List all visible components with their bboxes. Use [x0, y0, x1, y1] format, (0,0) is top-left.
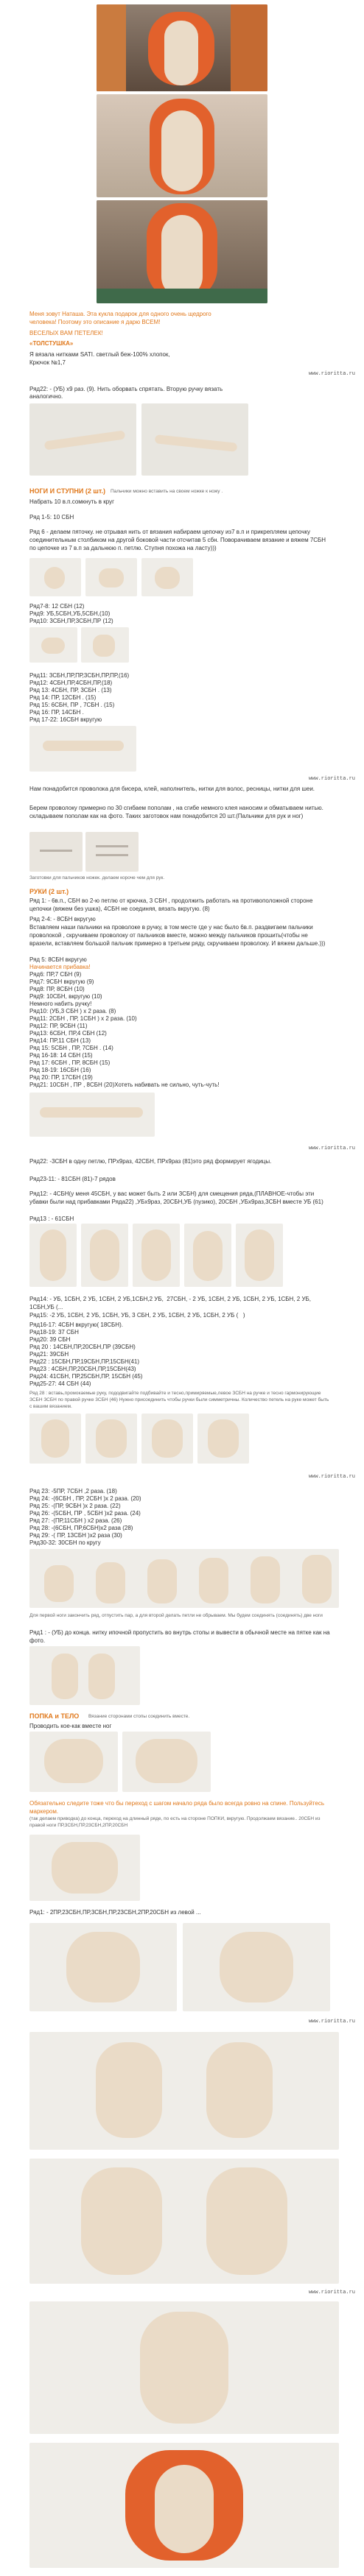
hands-row-11: Ряд14: ПР,11 СБН (13) — [29, 1037, 91, 1044]
body2-row-8: Ряд23 : 4СБН,ПР,20СБН,ПР,15СБН(43) — [29, 1366, 136, 1372]
watermark-2: www.rioritta.ru — [308, 776, 355, 782]
torso-note: Обязательно следите тоже что бы переход с шагом начало ряда было всегда ровно на спине. Пользуйтесь маркером. — [29, 1800, 326, 1815]
hook-text: Крючок №1,7 — [29, 359, 66, 366]
hands-row-17: Ряд21: 10СБН , ПР , 8СБН (20)Хотеть набивать не сильно, чуть-чуть! — [29, 1081, 220, 1088]
body1-p1: Ряд22: -3СБН в одну петлю, ПРх9раз, 42СБН, ПРх9раз (81)это ряд формирует ягодицы. — [29, 1158, 272, 1165]
legs-row-14: Ряд 14: ПР, 12СБН . (15) — [29, 694, 97, 701]
body3-row-4: Ряд 27: -(ПР,11СБН ) х2 раза. (26) — [29, 1517, 122, 1524]
hands-row-15: Ряд 18-19: 16СБН (16) — [29, 1067, 91, 1073]
body2-row-1: Ряд15: -2 УБ, 1СБН, 2 УБ, 1СБН, УБ, 3 СБН, 2 УБ, 1СБН, 2 УБ, 1СБН, 2 УБ ( ) — [29, 1312, 245, 1319]
watermark-1: www.rioritta.ru — [308, 371, 355, 377]
body3-caption: Для первой ноги закончить ряд, отпустить пар, а для второй делать петли не обрываем. Мы будем соединять (соединять) две ноги — [29, 1613, 323, 1618]
hands-p3: Вставляем наши пальчики на проволоке в ручку, в том месте где у нас было 6в.п. раздвигаем пальчики проволокой , скручиваем проволоку от пальчиков вместе, можно между пальчиков прошить(чтобы не вразели, вставляем большой пальчик примерно в третьем ряду, скручиваем проволоку. И вяжем дальше.))) — [29, 924, 326, 947]
extra-photo-2 — [183, 1923, 330, 2011]
hands-row-8: Ряд11: 2СБН , ПР, 1СБН ) х 2 раза. (10) — [29, 1015, 137, 1022]
legs-r6: Ряд 6 - делаем пяточку. не отрывая нить от вязания набираем цепочку из7 в.п и прикрепляем цепочку соединительным столбиком на другой боковой части отсчитав 5 сбн. Поворачиваем вязание и вяжем 7СБН по цепочке из 7 в.п за дальнюю п. петлю. Ступня похожа на ласту))) — [29, 529, 328, 551]
body1-p4: Ряд13 : - 61СБН — [29, 1215, 74, 1222]
hands-row-13: Ряд 16-18: 14 СБН (15) — [29, 1052, 93, 1059]
body2-row-10: Ряд25-27: 44 СБН (44) — [29, 1380, 91, 1387]
torso-photo-1 — [29, 1732, 118, 1792]
body2-note: Ряд 28 : вставь,промокаемые руку, пододвигайте подбивайте и тесно,примиряемые,левое ЗСБН на ручке и тесно гармонирующие ЗСБН ЗСБН по правой ручке 3СБН (46) Нужно присоединить чтобы ручки были симметричны. Количество петель на руке может быть с вашим вязанием. — [29, 1391, 331, 1409]
foot-photo-5 — [81, 627, 129, 663]
legs-final-photo — [29, 1646, 140, 1705]
foot-photo-4 — [29, 627, 77, 663]
hands-row-7: Ряд10: (УБ,3 СБН ) х 2 раза. (8) — [29, 1008, 116, 1014]
body2-row-4: Ряд20: 39 СБН — [29, 1336, 71, 1343]
body-photo-1 — [29, 1224, 77, 1287]
hands-row-4: Ряд8: ПР, 8СБН (10) — [29, 986, 85, 992]
hands-p1: Ряд 1: - 6в.п., СБН во 2-ю петлю от крючка, 3 СБН , продолжить работать на противоположной стороне цепочки (вяжем без ушка), 4СБН не соединяя, вязать вкругую. (8) — [29, 897, 315, 912]
intro-line-2: человека! Поэтому это описание я дарю ВСЕМ! — [29, 319, 161, 325]
wire-p1: Нам понадобится проволока для бисера, клей, наполнитель, нитки для волос, ресницы, нитки для шеи. — [29, 786, 315, 792]
hands-row-16: Ряд 20: ПР, 17СБН (19) — [29, 1074, 93, 1081]
hands-photo — [29, 1093, 155, 1137]
body-photo-2 — [81, 1224, 128, 1287]
legs-header-note: Пальчики можно вставить на своем ножке к ножу . — [111, 489, 223, 494]
hands-row-9: Ряд12: ПР, 9СБН (11) — [29, 1023, 88, 1029]
body2-photo-4 — [197, 1414, 249, 1464]
body3-row-5: Ряд 28: -(6СБН, ПР,6СБН)х2 раза (28) — [29, 1525, 133, 1531]
wire-photo-1 — [29, 832, 83, 872]
torso-last: Ряд1: - 2ПР,23СБН,ПР,3СБН,ПР,23СБН,2ПР,20СБН из левой ... — [29, 1909, 201, 1916]
body-photo-3 — [133, 1224, 180, 1287]
arm-row-22: Ряд22: - (УБ) х9 раз. (9). Нить оборвать спрятать. Вторую ручку вязать — [29, 386, 223, 392]
watermark-5: www.rioritta.ru — [308, 2019, 355, 2025]
body2-row-9: Ряд24: 41СБН, ПР,25СБН,ПР, 15СБН (45) — [29, 1373, 143, 1380]
torso-header: ПОПКА и ТЕЛО — [29, 1712, 80, 1720]
wire-photo-2 — [85, 832, 139, 872]
hands-row-1: Начинается прибавка! — [29, 964, 91, 970]
hands-row-10: Ряд13: 6СБН, ПР,4 СБН (12) — [29, 1030, 107, 1037]
legs-row-photo — [29, 1549, 339, 1608]
intro-line-3: ВЕСЕЛЫХ ВАМ ПЕТЕЛЕК! — [29, 330, 103, 336]
body2-row-5: Ряд 20 : 14СБН,ПР,20СБН,ПР (39СБН) — [29, 1344, 136, 1350]
hands-row-5: Ряд9: 10СБН, вкругую (10) — [29, 993, 102, 1000]
hands-p2: Ряд 2-4: - 8СБН вкругую — [29, 916, 96, 922]
torso-header-note: Вязание сторонами стопы соединить вместе. — [88, 1714, 190, 1719]
doll-photo-1 — [97, 4, 267, 91]
legs-row-13: Ряд 13: 4СБН, ПР, 3СБН . (13) — [29, 687, 112, 694]
hands-row-2: Ряд6: ПР,7 СБН (9) — [29, 971, 82, 978]
legs-start: Набрать 10 в.п.сомкнуть в круг — [29, 498, 114, 505]
legs-row-15: Ряд 15: 6СБН, ПР , 7СБН . (15) — [29, 702, 115, 708]
legs-row-7-8: Ряд7-8: 12 СБН (12) — [29, 603, 85, 610]
legs-r1-5: Ряд 1-5: 10 СБН — [29, 514, 74, 521]
arm-row-22b: аналогично. — [29, 393, 63, 400]
body-photo-5 — [236, 1224, 283, 1287]
legs-row-17-22: Ряд 17-22: 16СБН вкругую — [29, 716, 102, 723]
legs-row-11: Ряд11: 3СБН,ПР,ПР,3СБН,ПР,ПР,(16) — [29, 672, 130, 679]
hands-header: РУКИ (2 шт.) — [29, 888, 69, 895]
hands-row-3: Ряд7: 9СБН вкругую (9) — [29, 978, 94, 985]
hands-row-6: Немного набить ручку! — [29, 1001, 92, 1007]
legs-row-16: Ряд 16: ПР, 14СБН . — [29, 709, 84, 716]
intro-line-1: Меня зовут Наташа. Эта кукла подарок для одного очень щедрого — [29, 311, 211, 317]
extra-photo-1 — [29, 1923, 177, 2011]
wire-p2: Берем проволоку примерно по 30 сгибаем пополам , на сгибе немного клея наносим и обматываем нитью. складываем пополам как на фото. Таких заготовок нам понадобится 20 шт.(Пальчики для рук и ног) — [29, 805, 326, 819]
hands-row-12: Ряд 15: 5СБН , ПР, 7СБН . (14) — [29, 1045, 113, 1051]
foot-photo-3 — [141, 558, 193, 596]
body-photo-4 — [184, 1224, 231, 1287]
yarn-text: Я вязала нитками SATI. светлый беж-100% хлопок, — [29, 351, 170, 358]
extra-photo-4 — [29, 2159, 339, 2284]
legs-row-10: Ряд10: 3СБН,ПР,3СБН,ПР (12) — [29, 618, 113, 624]
extra-photo-6 — [29, 2443, 339, 2568]
body1-p2: Ряд23-11: - 81СБН (81)-7 рядов — [29, 1176, 116, 1182]
pattern-title: «ТОЛСТУШКА» — [29, 340, 74, 347]
body3-row-3: Ряд 26: -(5СБН, ПР , 5СБН )х2 раза. (24) — [29, 1510, 141, 1517]
body3-row-7: Ряд30-32: 30СБН по кругу — [29, 1539, 101, 1546]
body1-p3: Ряд12: - 4СБН(у меня 45СБН, у вас может быть 2 или 3СБН) для смещения ряда,(ПЛАВНОЕ-чтобы эти убавки были над прибавками Ряда22) ,УБх9раз, 20СБН,УБ (пузико), 20СБН ,УБх9раз,3СБН вместе УБ (61) — [29, 1190, 323, 1205]
torso-photo-3 — [29, 1835, 140, 1901]
foot-photo-2 — [85, 558, 137, 596]
wire-caption: Заготовки для пальчиков ножек. делаем короче чем для рук. — [29, 875, 165, 881]
body2-row-0: Ряд14: - УБ, 1СБН, 2 УБ, 1СБН, 2 УБ,1СБН,2 УБ, 27СБН, - 2 УБ, 1СБН, 2 УБ, 1СБН, 2 УБ, 1СБН, 2 УБ, 1СБН,УБ (... — [29, 1296, 313, 1310]
torso-small: (так делаем приводка) до конца, переход на длинный ряде, по есть на стороне ПОПКИ, вкругую. Продолжаем вязание.. 20СБН из правой ноги ПР,3СБН,ПР,23СБН,2ПР,20СБН — [29, 1816, 322, 1828]
hands-row-14: Ряд 17: 6СБН , ПР, 8СБН (15) — [29, 1059, 111, 1066]
body2-photo-3 — [141, 1414, 193, 1464]
body3-row-6: Ряд 29: -( ПР, 13СБН )х2 раза (30) — [29, 1532, 122, 1539]
watermark-4: www.rioritta.ru — [308, 1474, 355, 1480]
legs-header: НОГИ И СТУПНИ (2 шт.) — [29, 487, 105, 495]
watermark-6: www.rioritta.ru — [308, 2290, 355, 2296]
foot-photo-1 — [29, 558, 81, 596]
body3-r1: Ряд1 : - (УБ) до конца. нитку ипочной пропустить во внутрь стопы и вывести в обычной месте на пятке как на фото. — [29, 1629, 332, 1644]
body2-row-3: Ряд18-19: 37 СБН — [29, 1329, 79, 1335]
extra-photo-5 — [29, 2301, 339, 2434]
arm-photo — [29, 403, 136, 476]
body2-row-7: Ряд22 : 15СБН,ПР,19СБН,ПР,15СБН(41) — [29, 1358, 140, 1365]
body2-photo-2 — [85, 1414, 137, 1464]
body3-row-0: Ряд 23: -5ПР, 7СБН ,2 раза. (18) — [29, 1488, 117, 1495]
legs-row-12: Ряд12: 4СБН,ПР,4СБН,ПР,(18) — [29, 680, 113, 686]
body2-row-6: Ряд21: 39СБН — [29, 1351, 69, 1358]
hands-row-0: Ряд 5: 8СБН вкругую — [29, 956, 87, 963]
body3-row-1: Ряд 24: -(6СБН , ПР, 2СБН )х 2 раза. (20) — [29, 1495, 141, 1502]
body3-row-2: Ряд 25: -(ПР, 9СБН )х 2 раза. (22) — [29, 1503, 121, 1509]
legs-photo — [29, 726, 136, 772]
extra-photo-3 — [29, 2032, 339, 2150]
doll-photo-3 — [97, 200, 267, 303]
body2-row-2: Ряд16-17: 4СБН вкругую( 18СБН). — [29, 1321, 123, 1328]
torso-p1: Проводить кое-как вместе ног — [29, 1723, 112, 1729]
arm-photo-2 — [141, 403, 248, 476]
legs-row-9: Ряд9: УБ,5СБН,УБ,5СБН,(10) — [29, 610, 111, 617]
watermark-3: www.rioritta.ru — [308, 1146, 355, 1151]
torso-photo-2 — [122, 1732, 211, 1792]
doll-photo-2 — [97, 94, 267, 197]
body2-photo-1 — [29, 1414, 81, 1464]
